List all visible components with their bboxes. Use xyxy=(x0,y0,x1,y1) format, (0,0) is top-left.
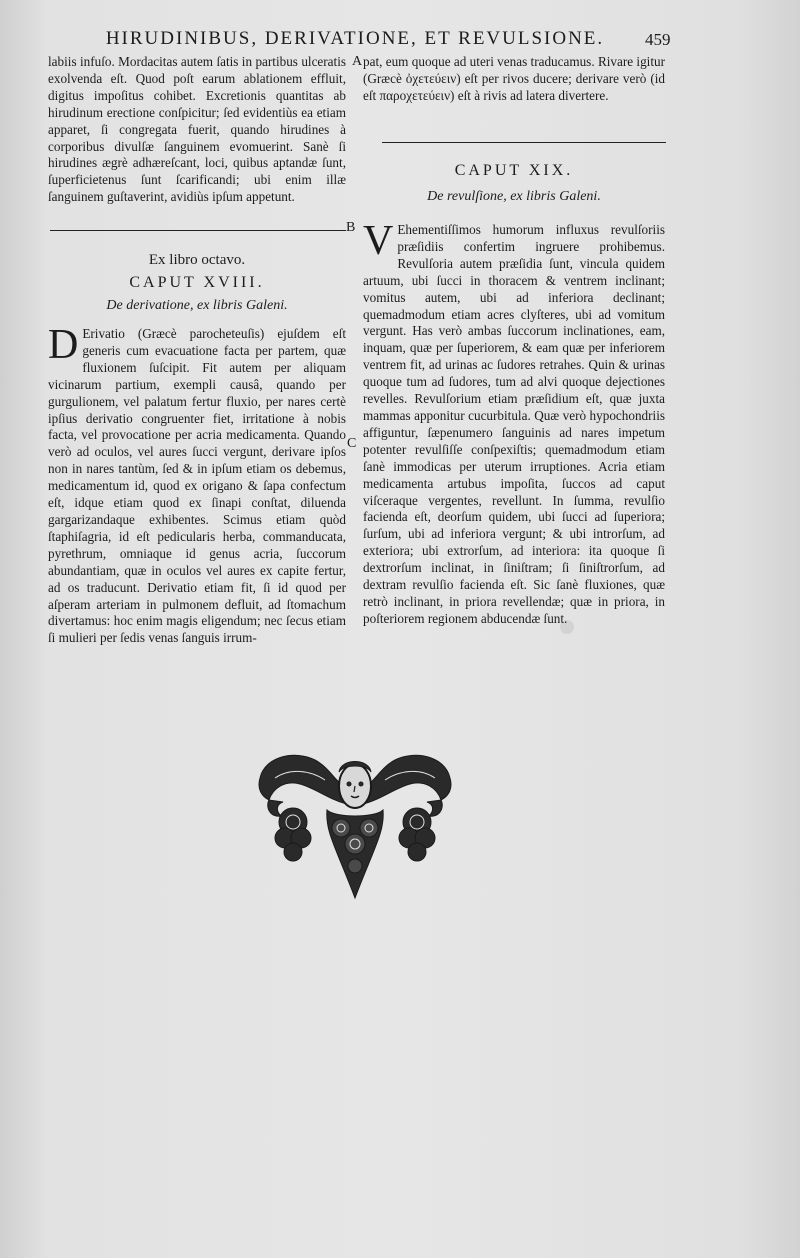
margin-marker-a: A xyxy=(352,54,363,69)
caput-xviii-subtitle: De derivatione, ex libris Galeni. xyxy=(106,298,288,313)
right-divider-rule xyxy=(382,142,666,143)
caput-xix-title: CAPUT XIX. xyxy=(454,162,574,179)
running-head: HIRUDINIBUS, DERIVATIONE, ET REVULSIONE. xyxy=(105,28,605,49)
dropcap-d: D xyxy=(48,322,79,368)
margin-marker-c: C xyxy=(347,436,357,451)
caput-xix-subtitle: De revulſione, ex libris Galeni. xyxy=(427,189,601,204)
left-divider-rule xyxy=(50,230,346,231)
caput-xviii-title: CAPUT XVIII. xyxy=(129,274,265,291)
right-column-top xyxy=(363,54,665,105)
left-top-paragraph: labiis infuſo. Mordacitas autem ſatis in partibus ulceratis exolvenda eſt. Quod poſt earum ablationem effluit, digitus impoſitus cohibet. Excretionis quantitas ab hirudinum erectione conſpicitur; ſed evidentiùs ea etiam apparet, ſi congregata fuerit, quando hirudines à corporibus divulſæ ſanguinem evomuerint. Sanè ſi hirudines ægrè adhæreſcant, loci, quibus aptandæ ſunt, ſuperficietenus ſunt ſcarificandi; ubi enim illæ ſanguinem guſtaverint, avidiùs ipſum appetunt. xyxy=(48,54,346,205)
woodcut-tailpiece-icon xyxy=(255,748,455,900)
left-column-top xyxy=(48,54,346,206)
page-number: 459 xyxy=(645,30,671,49)
caput-xviii-body xyxy=(48,322,346,647)
caput-xix-text: Ehementiſſimos humorum influxus revulſoriis præſidiis confertim ingruere prohibemus. Revulſoria autem præſidia ſunt, vincula quidem artuum, ubi ſucci in thoracem & ventrem inclinant; vomitus autem, ubi ad inferiora declinant; quemadmodum etiam acres clyſteres, ubi ad vomitum vergunt. Has verò ambas ſuccorum inclinationes, eam, inquam, quæ per ſuperiorem, & eam quæ per inferiorem ventrem fit, ad urinas ac ſudores retrahes. Quin & urinas quoque tum ad ſudores, tum ad alvi quoque dejectiones revelles. Revulſorium etiam præſidium eſt, quæ juxta mammas apponitur cucurbitula. Quæ verò hypochondriis affiguntur, ſæpenumero ſanguinis ad nares impetum potenter revulſiſſe conſpexiſtis; quemadmodum etiam ſanè immodicas per uterum irruptiones. Acria etiam medicamenta artubus impoſita, ſuccos ad caput viſceraque vergentes, revellunt. In ſumma, revulſio facienda eſt, deorſum quidem, ubi ſucci ad ſuperiora; ſurſum, ubi ad inferiora vergunt; & ubi introrſum, ad exteriora; ubi extrorſum, ad interiora: ita quoque ſi dextrorſum inclinat, in ſiniſtram; ſi ſiniſtrorſum, ad dextram revulſio facienda eſt. Sic ſanè fluxiones, quæ retrò inclinant, in priora revellendæ; quæ in priora, in poſteriorem regionem abducendæ ſunt. xyxy=(363,222,665,626)
dropcap-v: V xyxy=(363,218,394,264)
caput-xix-body xyxy=(363,218,665,628)
caput-xviii-text: Erivatio (Græcè parocheteuſis) ejuſdem eſt generis cum evacuatione facta per partem, quæ fluxionem ſuſcipit. Fit autem per aliquam vicinarum partium, exempli causâ, quando per gurgulionem, vel palatum fertur fluxio, per nares certè ipſius derivatio congruenter fiet, irritatione à nobis facta, vel provocatione per acria medicamenta. Quando verò ad oculos, vel aures ſucci vergunt, derivare ipſos non in nares tantùm, ſed & in ipſum etiam os debemus, medicamentum id, quod ex origano & ſapa confectum eſt, idque etiam quod ex ſinapi conſtat, diluenda gargarizandaque exhibentes. Scimus etiam quòd ſtaphiſagria, id eſt pedicularis herba, commanducata, pyrethrum, omniaque id genus acria, ſuccorum abundantiam, quæ in oculos vel aures ex capite fertur, ad os traducunt. Derivatio etiam fit, ſi id quod per aſperam arteriam in pulmonem defluit, ad ſtomachum divertamus: hoc enim magis eligendum; nec ſecus etiam ſi mulieri per ſedis venas ſanguis irrum- xyxy=(48,326,346,646)
margin-marker-b: B xyxy=(346,220,356,235)
right-top-paragraph: pat, eum quoque ad uteri venas traducamus. Rivare igitur (Græcè ὀχετεύειν) eſt per rivos ducere; derivare verò (id eſt παροχετεύειν) eſt à rivis ad latera divertere. xyxy=(363,54,665,103)
book-note: Ex libro octavo. xyxy=(148,252,246,268)
